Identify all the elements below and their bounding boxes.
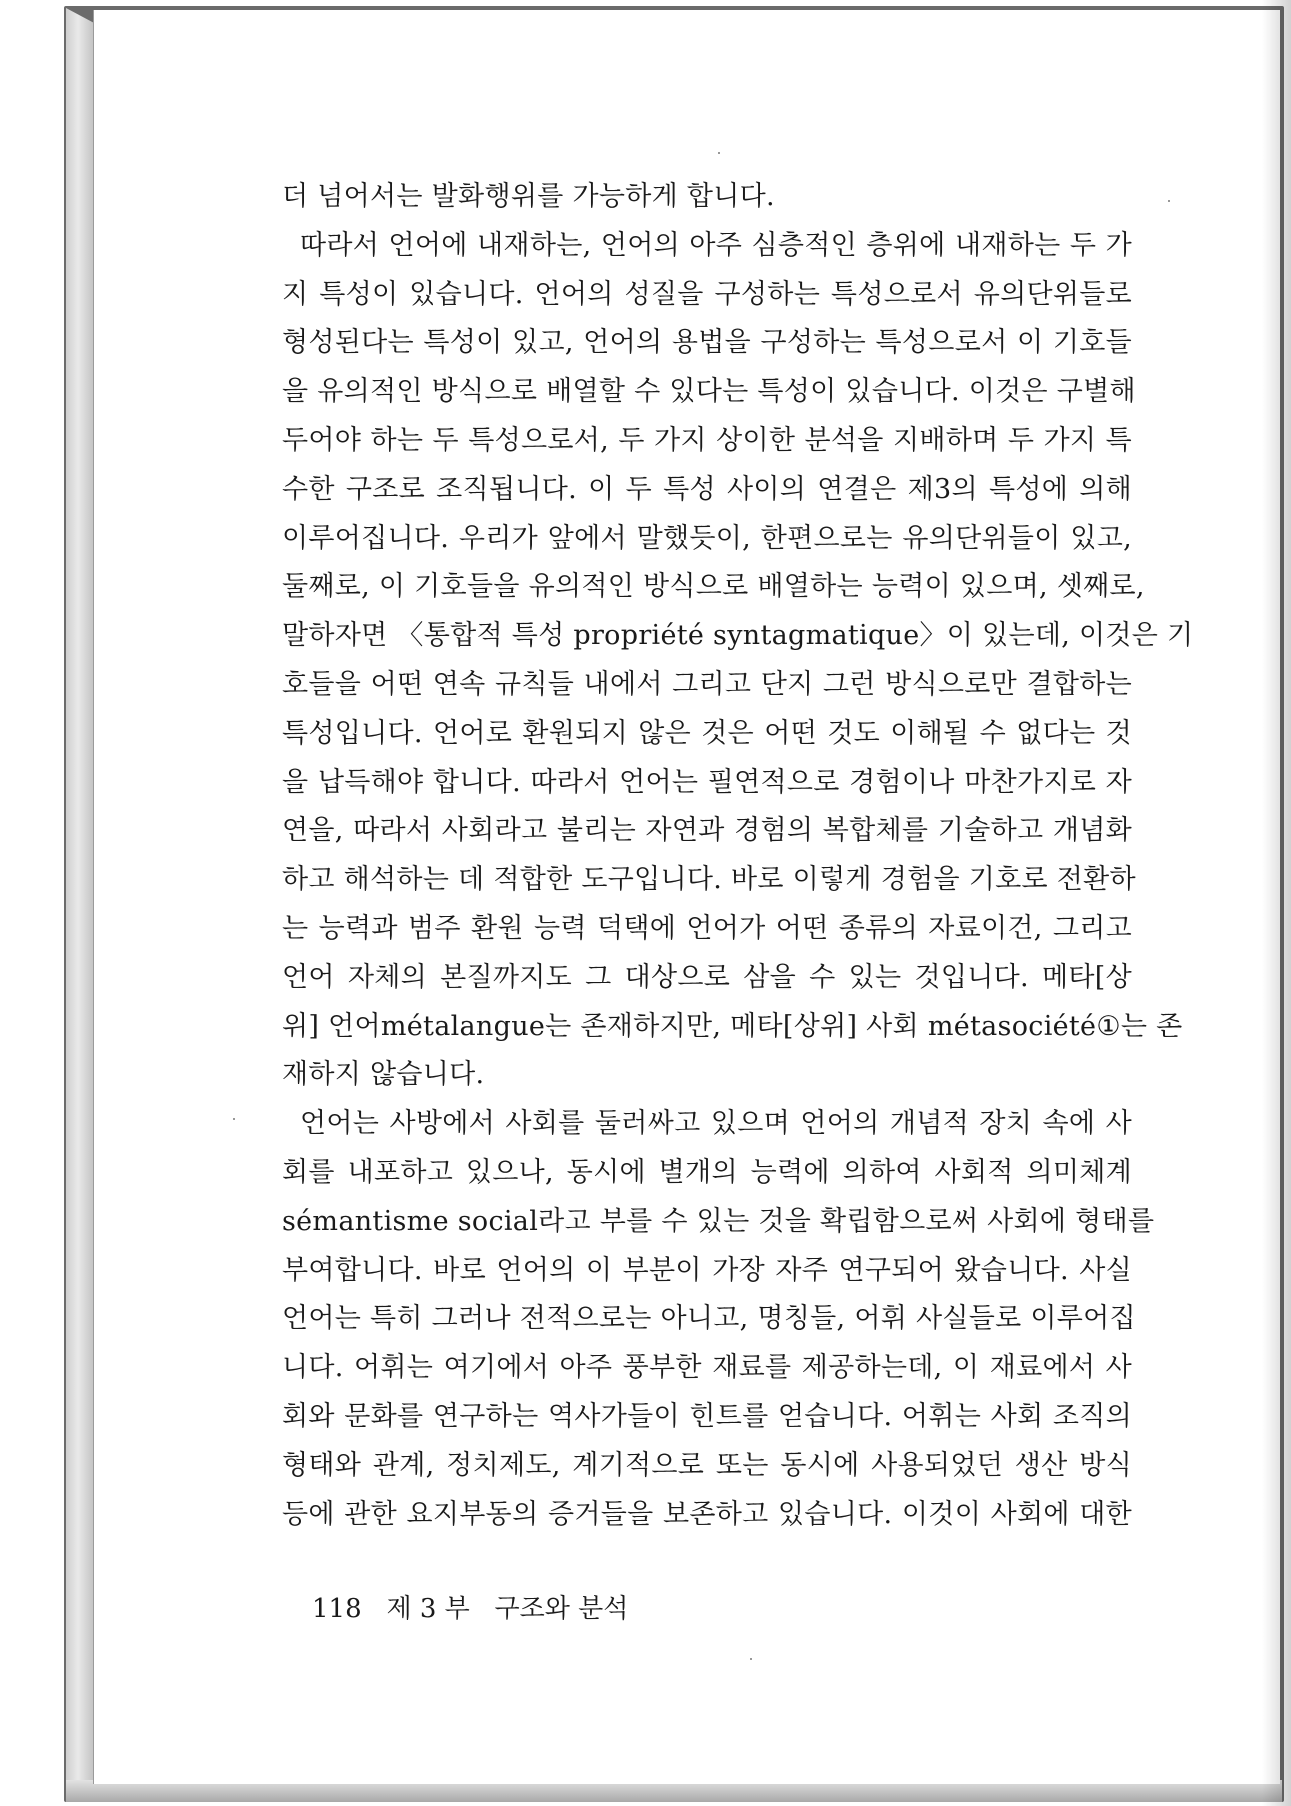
text-line: 말하자면 〈통합적 특성 propriété syntagmatique〉이 있는데, 이것은 기 — [282, 620, 1194, 652]
text-line: 회와 문화를 연구하는 역사가들이 힌트를 얻습니다. 어휘는 사회 조직의 — [282, 1400, 1132, 1432]
text-line: 을 유의적인 방식으로 배열할 수 있다는 특성이 있습니다. 이것은 구별해 — [282, 376, 1136, 408]
dust-speck — [750, 1658, 752, 1660]
text-line: 언어 자체의 본질까지도 그 대상으로 삼을 수 있는 것입니다. 메타[상 — [282, 961, 1132, 993]
dust-speck — [233, 1118, 235, 1120]
part-label: 제 3 부 — [386, 1594, 470, 1624]
text-line: 이루어집니다. 우리가 앞에서 말했듯이, 한편으로는 유의단위들이 있고, — [282, 522, 1132, 554]
text-line: 연을, 따라서 사회라고 불리는 자연과 경험의 복합체를 기술하고 개념화 — [282, 815, 1132, 847]
dust-speck — [1168, 200, 1170, 202]
part-title: 구조와 분석 — [494, 1594, 629, 1624]
text-line: 는 능력과 범주 환원 능력 덕택에 언어가 어떤 종류의 자료이건, 그리고 — [282, 912, 1132, 944]
text-line: 회를 내포하고 있으나, 동시에 별개의 능력에 의하여 사회적 의미체계 — [282, 1156, 1132, 1188]
body-text — [282, 173, 1194, 1539]
text-line: sémantisme social라고 부를 수 있는 것을 확립함으로써 사회에 형태를 — [282, 1205, 1155, 1237]
text-line: 부여합니다. 바로 언어의 이 부분이 가장 자주 연구되어 왔습니다. 사실 — [282, 1254, 1132, 1286]
text-line: 하고 해석하는 데 적합한 도구입니다. 바로 이렇게 경험을 기호로 전환하 — [282, 864, 1136, 896]
text-line: 호들을 어떤 연속 규칙들 내에서 그리고 단지 그런 방식으로만 결합하는 — [282, 668, 1132, 700]
text-line: 둘째로, 이 기호들을 유의적인 방식으로 배열하는 능력이 있으며, 셋째로, — [282, 571, 1145, 603]
text-line: 재하지 않습니다. — [282, 1059, 485, 1091]
text-line: 등에 관한 요지부동의 증거들을 보존하고 있습니다. 이것이 사회에 대한 — [282, 1498, 1132, 1530]
page-footer — [312, 1588, 628, 1625]
text-line: 특성입니다. 언어로 환원되지 않은 것은 어떤 것도 이해될 수 없다는 것 — [282, 717, 1132, 749]
text-line: 따라서 언어에 내재하는, 언어의 아주 심층적인 층위에 내재하는 두 가 — [300, 229, 1132, 261]
text-line: 수한 구조로 조직됩니다. 이 두 특성 사이의 연결은 제3의 특성에 의해 — [282, 473, 1132, 505]
page-shadow — [1262, 0, 1291, 1806]
text-line: 위] 언어métalangue는 존재하지만, 메타[상위] 사회 métasociété①는 존 — [282, 1010, 1183, 1042]
text-line: 언어는 사방에서 사회를 둘러싸고 있으며 언어의 개념적 장치 속에 사 — [300, 1108, 1132, 1140]
text-line: 니다. 어휘는 여기에서 아주 풍부한 재료를 제공하는데, 이 재료에서 사 — [282, 1352, 1132, 1384]
page-edge-left — [66, 8, 96, 1798]
text-line: 두어야 하는 두 특성으로서, 두 가지 상이한 분석을 지배하며 두 가지 특 — [282, 424, 1132, 456]
dust-speck — [718, 152, 720, 154]
text-line: 더 넘어서는 발화행위를 가능하게 합니다. — [282, 181, 775, 212]
text-line: 형태와 관계, 정치제도, 계기적으로 또는 동시에 사용되었던 생산 방식 — [282, 1449, 1132, 1481]
text-line: 언어는 특히 그러나 전적으로는 아니고, 명칭들, 어휘 사실들로 이루어집 — [282, 1303, 1136, 1335]
text-line: 형성된다는 특성이 있고, 언어의 용법을 구성하는 특성으로서 이 기호들 — [282, 327, 1132, 359]
page-number: 118 — [312, 1594, 362, 1624]
text-line: 지 특성이 있습니다. 언어의 성질을 구성하는 특성으로서 유의단위들로 — [282, 278, 1132, 310]
text-line: 을 납득해야 합니다. 따라서 언어는 필연적으로 경험이나 마찬가지로 자 — [282, 766, 1132, 798]
